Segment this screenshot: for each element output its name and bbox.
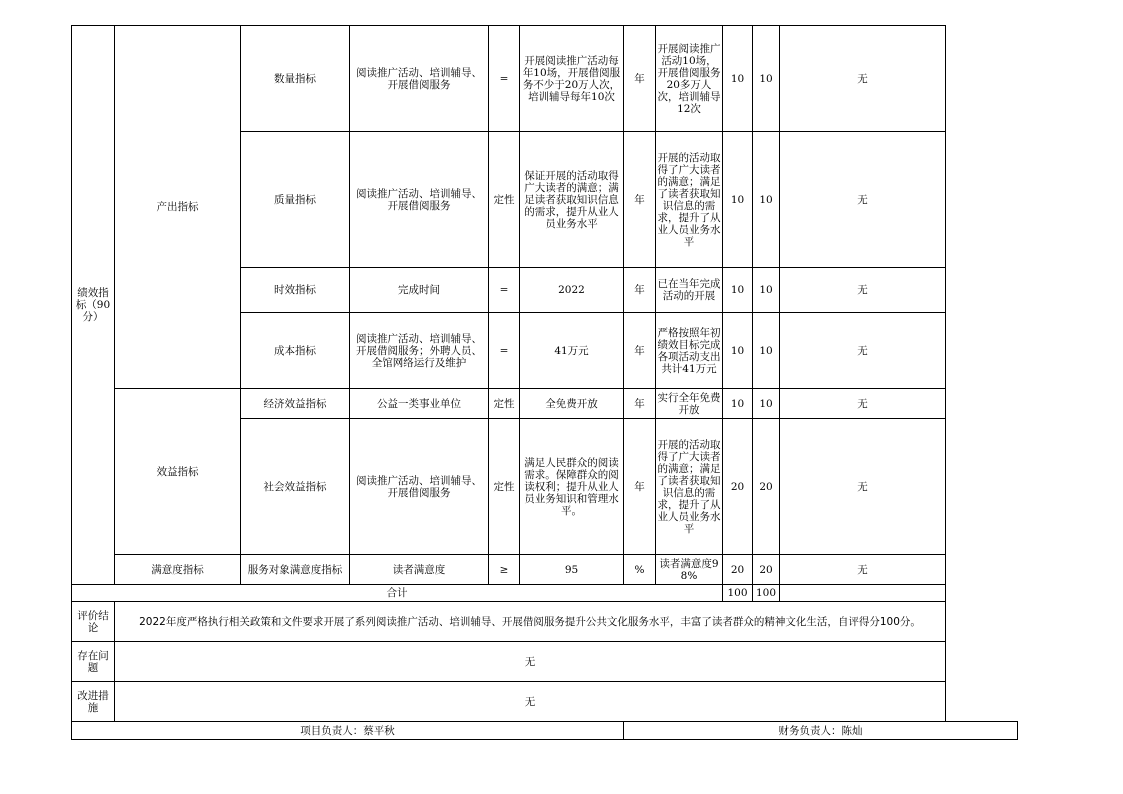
target-cell: 开展阅读推广活动每年10场，开展借阅服务不少于20万人次，培训辅导每年10次	[520, 26, 624, 132]
content-cell: 读者满意度	[350, 555, 489, 585]
weight-cell: 20	[723, 555, 753, 585]
target-cell: 保证开展的活动取得广大读者的满意；满足读者获取知识信息的需求，提升从业人员业务水平	[520, 132, 624, 268]
reason-cell: 无	[780, 555, 946, 585]
weight-cell: 10	[723, 132, 753, 268]
target-cell: 41万元	[520, 313, 624, 389]
conclusion-label: 评价结论	[72, 602, 115, 642]
score-cell: 20	[753, 555, 780, 585]
weight-cell: 10	[723, 313, 753, 389]
score-cell: 10	[753, 313, 780, 389]
unit-cell: 年	[624, 26, 656, 132]
actual-cell: 实行全年免费开放	[656, 389, 723, 419]
indicator-cell: 经济效益指标	[241, 389, 350, 419]
unit-cell: 年	[624, 419, 656, 555]
total-score: 100	[753, 585, 780, 602]
total-label: 合计	[72, 585, 723, 602]
group-output: 产出指标	[115, 26, 241, 389]
weight-cell: 10	[723, 26, 753, 132]
problems-row	[72, 642, 1018, 682]
symbol-cell: 定性	[489, 132, 520, 268]
unit-cell: 年	[624, 389, 656, 419]
symbol-cell: 定性	[489, 419, 520, 555]
score-cell: 20	[753, 419, 780, 555]
reason-cell: 无	[780, 313, 946, 389]
project-lead: 项目负责人：蔡平秋	[72, 722, 624, 740]
reason-cell: 无	[780, 132, 946, 268]
unit-cell: 年	[624, 313, 656, 389]
unit-cell: 年	[624, 268, 656, 313]
reason-cell: 无	[780, 419, 946, 555]
performance-table	[71, 25, 1018, 740]
actual-cell: 读者满意度98%	[656, 555, 723, 585]
improve-label: 改进措施	[72, 682, 115, 722]
section-label: 绩效指标（90分）	[72, 26, 115, 585]
conclusion-row	[72, 602, 1018, 642]
content-cell: 阅读推广活动、培训辅导、开展借阅服务	[350, 419, 489, 555]
signature-row	[72, 722, 1018, 740]
score-cell: 10	[753, 26, 780, 132]
table-row	[72, 555, 1018, 585]
indicator-cell: 时效指标	[241, 268, 350, 313]
indicator-cell: 数量指标	[241, 26, 350, 132]
score-cell: 10	[753, 389, 780, 419]
symbol-cell: =	[489, 313, 520, 389]
group-satisfaction: 满意度指标	[115, 555, 241, 585]
conclusion-text: 2022年度严格执行相关政策和文件要求开展了系列阅读推广活动、培训辅导、开展借阅服务提升公共文化服务水平，丰富了读者群众的精神文化生活，自评得分100分。	[115, 602, 946, 642]
reason-cell: 无	[780, 389, 946, 419]
problems-text: 无	[115, 642, 946, 682]
score-cell: 10	[753, 132, 780, 268]
total-weight: 100	[723, 585, 753, 602]
reason-cell: 无	[780, 26, 946, 132]
content-cell: 阅读推广活动、培训辅导、开展借阅服务	[350, 26, 489, 132]
weight-cell: 10	[723, 268, 753, 313]
weight-cell: 10	[723, 389, 753, 419]
total-row	[72, 585, 1018, 602]
finance-lead: 财务负责人：陈灿	[624, 722, 1018, 740]
unit-cell: 年	[624, 132, 656, 268]
improve-row	[72, 682, 1018, 722]
actual-cell: 严格按照年初绩效目标完成各项活动支出共计41万元	[656, 313, 723, 389]
problems-label: 存在问题	[72, 642, 115, 682]
content-cell: 阅读推广活动、培训辅导、开展借阅服务；外聘人员、全馆网络运行及维护	[350, 313, 489, 389]
table-row	[72, 389, 1018, 419]
table-row	[72, 26, 1018, 132]
unit-cell: %	[624, 555, 656, 585]
actual-cell: 开展的活动取得了广大读者的满意；满足了读者获取知识信息的需求，提升了从业人员业务水平	[656, 132, 723, 268]
improve-text: 无	[115, 682, 946, 722]
score-cell: 10	[753, 268, 780, 313]
symbol-cell: ≥	[489, 555, 520, 585]
content-cell: 完成时间	[350, 268, 489, 313]
indicator-cell: 社会效益指标	[241, 419, 350, 555]
actual-cell: 开展的活动取得了广大读者的满意；满足了读者获取知识信息的需求，提升了从业人员业务水平	[656, 419, 723, 555]
content-cell: 阅读推广活动、培训辅导、开展借阅服务	[350, 132, 489, 268]
target-cell: 95	[520, 555, 624, 585]
target-cell: 全免费开放	[520, 389, 624, 419]
weight-cell: 20	[723, 419, 753, 555]
indicator-cell: 成本指标	[241, 313, 350, 389]
indicator-cell: 质量指标	[241, 132, 350, 268]
target-cell: 满足人民群众的阅读需求。保障群众的阅读权利；提升从业人员业务知识和管理水平。	[520, 419, 624, 555]
reason-cell: 无	[780, 268, 946, 313]
content-cell: 公益一类事业单位	[350, 389, 489, 419]
target-cell: 2022	[520, 268, 624, 313]
symbol-cell: =	[489, 268, 520, 313]
actual-cell: 已在当年完成活动的开展	[656, 268, 723, 313]
group-benefit: 效益指标	[115, 389, 241, 555]
symbol-cell: =	[489, 26, 520, 132]
indicator-cell: 服务对象满意度指标	[241, 555, 350, 585]
symbol-cell: 定性	[489, 389, 520, 419]
actual-cell: 开展阅读推广活动10场，开展借阅服务20多万人次，培训辅导12次	[656, 26, 723, 132]
